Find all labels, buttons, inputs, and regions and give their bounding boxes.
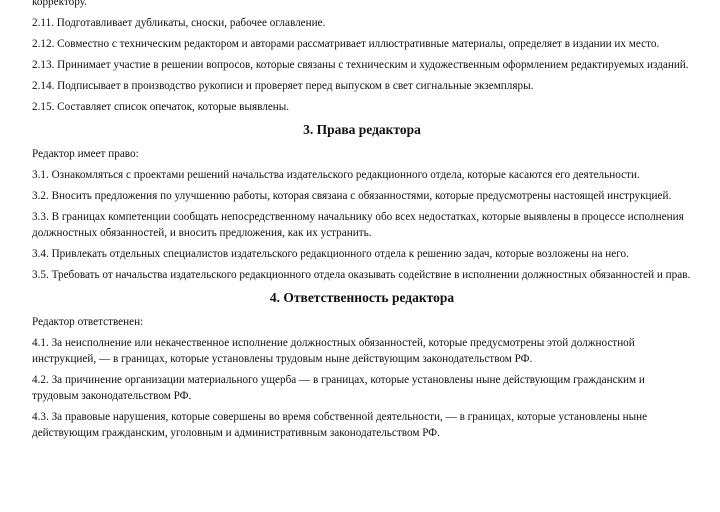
paragraph-4-3: 4.3. За правовые нарушения, которые совершены во время собственной деятельности, — в границах, которые установлены ныне действующим гражданским, уголовным и административным законодательством РФ. (32, 411, 648, 439)
paragraph-2-12: 2.12. Совместно с техническим редактором и авторами рассматривает иллюстративные материалы, определяет в издании их место. (32, 38, 660, 50)
section-3-heading: 3. Права редактора (303, 122, 421, 137)
paragraph-2-13: 2.13. Принимает участие в решении вопросов, которые связаны с техническим и художественным оформлением редактируемых изданий. (32, 59, 689, 71)
paragraph-2-15: 2.15. Составляет список опечаток, которые выявлены. (32, 101, 290, 113)
paragraph-3-3: 3.3. В границах компетенции сообщать непосредственному начальнику обо всех недостатках, которые выявлены в процессе исполнения должностных обязанностей, и вносить предложения, как их устранить. (32, 211, 684, 239)
section-3-intro: Редактор имеет право: (32, 148, 139, 160)
section-4-heading: 4. Ответственность редактора (269, 290, 455, 305)
paragraph-2-14: 2.14. Подписывает в производство рукописи и проверяет перед выпуском в свет сигнальные экземпляры. (32, 80, 534, 92)
paragraph-3-2: 3.2. Вносить предложения по улучшению работы, которая связана с обязанностями, которые предусмотрены настоящей инструкцией. (32, 190, 672, 202)
paragraph-4-1: 4.1. За неисполнение или некачественное исполнение должностных обязанностей, которые предусмотрены этой должностной инструкцией, — в границах, которые установлены трудовым ныне действующим законодательством РФ. (32, 337, 635, 365)
section-4-intro: Редактор ответственен: (32, 316, 144, 328)
document-page (32, 0, 692, 446)
paragraph-fragment: корректору. (32, 0, 87, 8)
paragraph-2-11: 2.11. Подготавливает дубликаты, сноски, рабочее оглавление. (32, 17, 326, 29)
paragraph-3-5: 3.5. Требовать от начальства издательского редакционного отдела оказывать содействие в исполнении должностных обязанностей и прав. (32, 269, 691, 281)
paragraph-3-1: 3.1. Ознакомляться с проектами решений начальства издательского редакционного отдела, которые касаются его деятельности. (32, 169, 640, 181)
paragraph-4-2: 4.2. За причинение организации материального ущерба — в границах, которые установлены ныне действующим гражданским и трудовым законодательством РФ. (32, 374, 645, 402)
paragraph-3-4: 3.4. Привлекать отдельных специалистов издательского редакционного отдела к решению задач, которые возложены на него. (32, 248, 629, 260)
